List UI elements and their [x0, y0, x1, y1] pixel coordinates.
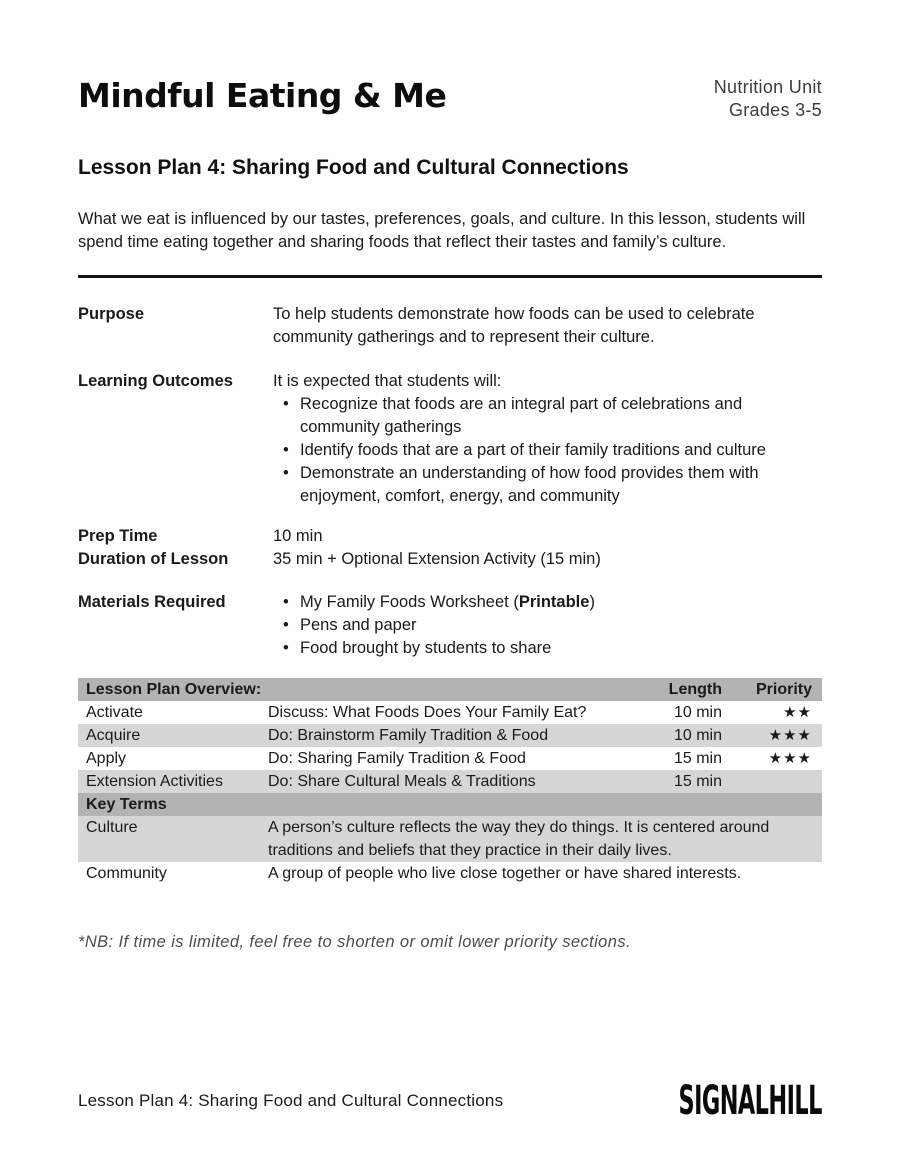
- logo-hill: HILL: [768, 1078, 822, 1124]
- learning-outcomes-intro: It is expected that students will:: [273, 372, 502, 390]
- term-cell: Culture: [86, 819, 138, 836]
- length-cell: 15 min: [673, 773, 722, 790]
- learning-outcomes-row: [78, 370, 822, 508]
- learning-outcomes-label: Learning Outcomes: [78, 372, 233, 390]
- material-item: • My Family Foods Worksheet (Printable): [273, 591, 822, 614]
- length-cell: 10 min: [673, 727, 722, 744]
- table-row: [78, 701, 822, 724]
- length-column-header: Length: [668, 681, 722, 698]
- materials-body: [273, 591, 822, 660]
- materials-row: [78, 591, 822, 660]
- phase-cell: Acquire: [86, 727, 141, 744]
- phase-cell: Apply: [86, 750, 127, 767]
- lesson-plan-overview-table: [78, 678, 822, 885]
- details-section: [78, 303, 822, 660]
- length-cell: 15 min: [673, 750, 722, 767]
- page-footer: [78, 1078, 822, 1124]
- learning-outcomes-list: [273, 393, 822, 508]
- outcome-item: • Demonstrate an understanding of how food provides them with enjoyment, comfort, energy, and community: [273, 462, 822, 508]
- activity-cell: Do: Share Cultural Meals & Traditions: [268, 773, 536, 790]
- table-row: [78, 747, 822, 770]
- priority-column-header: Priority: [755, 681, 812, 698]
- divider-rule: [78, 275, 822, 278]
- priority-stars: ★★★: [768, 727, 812, 744]
- brand-title: Mindful Eating & Me: [78, 76, 447, 115]
- duration-row: [78, 548, 822, 571]
- purpose-text: To help students demonstrate how foods can be used to celebrate community gatherings and to represent their culture.: [273, 305, 755, 346]
- unit-info: [714, 76, 822, 122]
- table-row: [78, 770, 822, 793]
- lesson-title: Lesson Plan 4: Sharing Food and Cultural Connections: [78, 156, 629, 179]
- learning-outcomes-body: [273, 370, 822, 508]
- key-terms-header: Key Terms: [86, 796, 167, 813]
- activity-cell: Do: Sharing Family Tradition & Food: [268, 750, 526, 767]
- key-term-row: [78, 816, 822, 862]
- overview-header-row: [78, 678, 822, 701]
- term-cell: Community: [86, 865, 167, 882]
- unit-name: Nutrition Unit: [713, 77, 822, 97]
- signalhill-logo: [678, 1078, 822, 1124]
- table-row: [78, 724, 822, 747]
- purpose-label: Purpose: [78, 305, 145, 323]
- materials-list: [273, 591, 822, 660]
- intro-paragraph: What we eat is influenced by our tastes, preferences, goals, and culture. In this lesson, students will spend time eating together and sharing foods that reflect their tastes and family’s culture.: [78, 210, 806, 251]
- material-item: • Pens and paper: [273, 614, 822, 637]
- material-item: • Food brought by students to share: [273, 637, 822, 660]
- key-term-row: [78, 862, 822, 885]
- masthead: [78, 76, 822, 122]
- printable-bold: Printable: [518, 593, 590, 611]
- prep-time-label: Prep Time: [78, 527, 158, 545]
- phase-cell: Activate: [86, 704, 143, 721]
- outcome-item: • Identify foods that are a part of their family traditions and culture: [273, 439, 822, 462]
- footer-lesson-title: Lesson Plan 4: Sharing Food and Cultural Connections: [78, 1091, 504, 1110]
- nb-note: *NB: If time is limited, feel free to shorten or omit lower priority sections.: [78, 933, 631, 951]
- duration-value: 35 min + Optional Extension Activity (15 min): [273, 550, 601, 568]
- logo-signal: SIGNAL: [678, 1078, 769, 1124]
- prep-time-row: [78, 525, 822, 548]
- phase-cell: Extension Activities: [86, 773, 223, 790]
- materials-label: Materials Required: [78, 593, 226, 611]
- priority-stars: ★★★: [768, 750, 812, 767]
- purpose-row: [78, 303, 822, 349]
- activity-cell: Do: Brainstorm Family Tradition & Food: [268, 727, 549, 744]
- definition-cell: A group of people who live close together or have shared interests.: [268, 865, 742, 882]
- length-cell: 10 min: [673, 704, 722, 721]
- prep-time-value: 10 min: [273, 527, 323, 545]
- outcome-item: • Recognize that foods are an integral part of celebrations and community gatherings: [273, 393, 822, 439]
- key-terms-header-row: [78, 793, 822, 816]
- overview-header-title: Lesson Plan Overview:: [86, 681, 262, 698]
- priority-stars: ★★: [783, 704, 812, 721]
- duration-label: Duration of Lesson: [78, 550, 229, 568]
- definition-cell: A person’s culture reflects the way they do things. It is centered around traditions and beliefs that they practice in their daily lives.: [268, 819, 770, 859]
- activity-cell: Discuss: What Foods Does Your Family Eat?: [268, 704, 587, 721]
- unit-grades: Grades 3-5: [728, 100, 822, 120]
